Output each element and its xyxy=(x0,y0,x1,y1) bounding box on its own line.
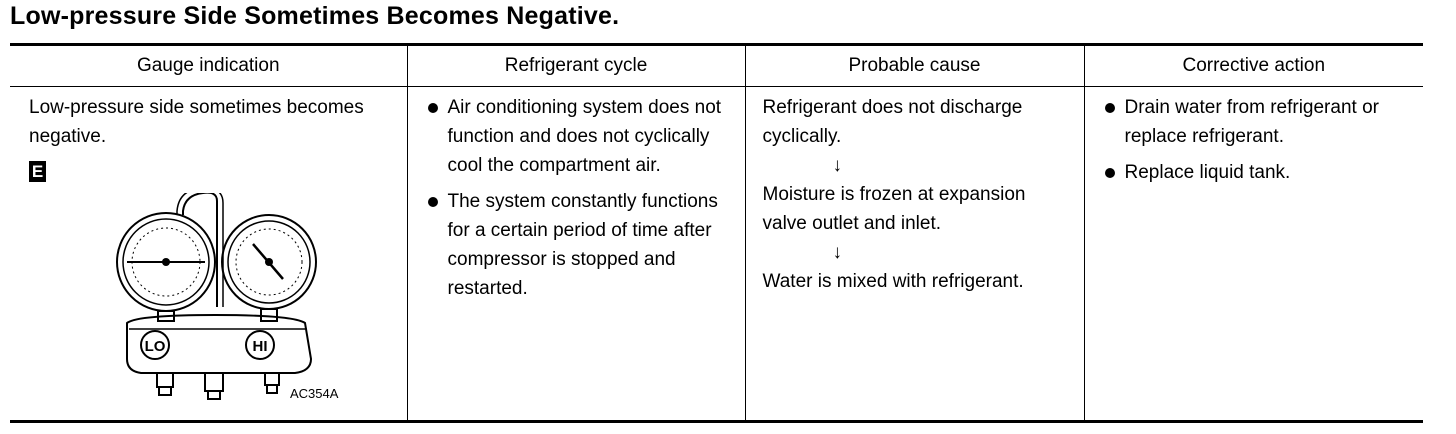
list-item: The system constantly functions for a certain period of time after compressor is stopped and restarted. xyxy=(428,187,735,303)
down-arrow-icon: ↓ xyxy=(832,155,842,176)
hi-label: HI xyxy=(252,338,268,355)
list-item: Replace liquid tank. xyxy=(1105,158,1414,187)
list-item: Air conditioning system does not function and does not cyclically cool the compartment air. xyxy=(428,93,735,180)
down-arrow-icon: ↓ xyxy=(832,242,842,263)
corrective-action-cell xyxy=(1084,87,1423,422)
gauge-indication-cell xyxy=(10,87,407,422)
badge-e: E xyxy=(29,161,46,182)
cause-step: Moisture is frozen at expansion valve outlet and inlet. xyxy=(762,184,1026,234)
header-gauge-indication: Gauge indication xyxy=(10,45,407,87)
page-title: Low-pressure Side Sometimes Becomes Negative. xyxy=(10,2,620,30)
cause-step: Refrigerant does not discharge cyclically. xyxy=(762,97,1023,147)
header-probable-cause: Probable cause xyxy=(745,45,1084,87)
probable-cause-cell xyxy=(745,87,1084,422)
figure-code: AC354A xyxy=(290,386,339,401)
gauge-indication-text: Low-pressure side sometimes becomes negative. xyxy=(29,97,364,147)
manifold-gauge-illustration xyxy=(105,193,320,403)
refrigerant-cycle-cell xyxy=(407,87,745,422)
table-row xyxy=(10,87,1423,422)
header-corrective-action: Corrective action xyxy=(1084,45,1423,87)
lo-label: LO xyxy=(144,338,166,355)
header-refrigerant-cycle: Refrigerant cycle xyxy=(407,45,745,87)
cause-step: Water is mixed with refrigerant. xyxy=(762,271,1024,292)
troubleshooting-table xyxy=(10,43,1423,423)
list-item: Drain water from refrigerant or replace refrigerant. xyxy=(1105,93,1414,151)
table-header-row xyxy=(10,45,1423,87)
